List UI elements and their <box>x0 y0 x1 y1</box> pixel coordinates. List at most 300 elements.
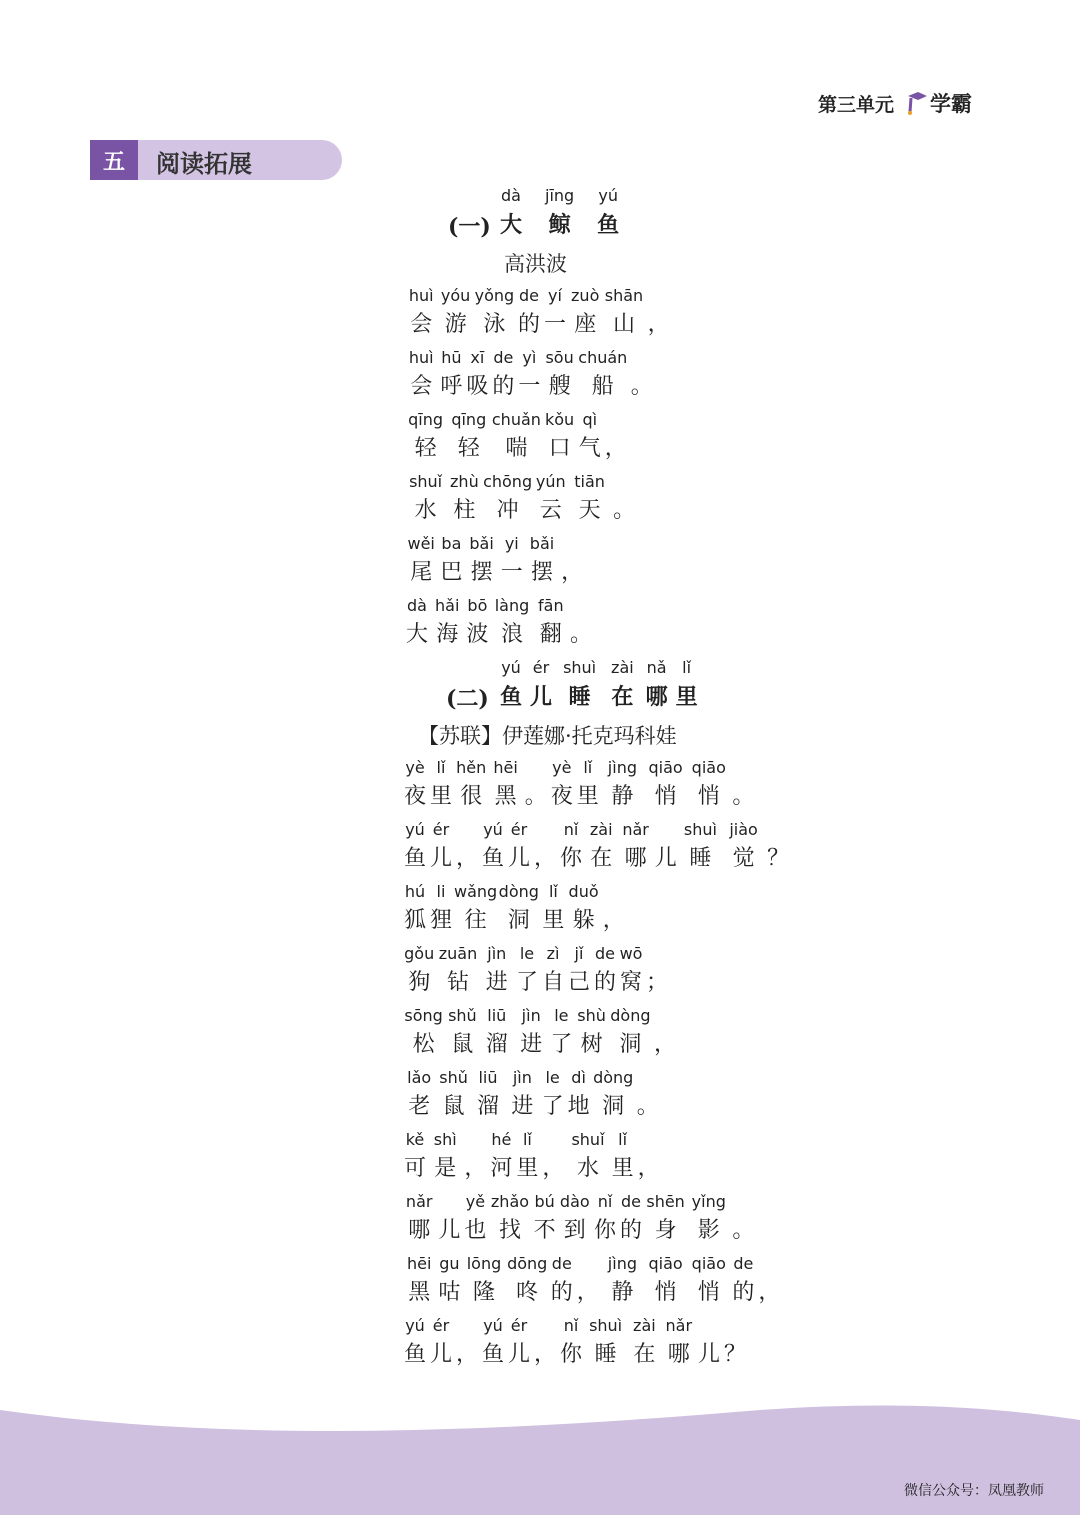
hanzi: 喘 <box>505 436 528 461</box>
hanzi: 身 <box>654 1218 677 1243</box>
pinyin: shuì <box>563 658 597 677</box>
hanzi: 泳 <box>483 312 506 337</box>
hanzi: 的 <box>550 1280 573 1305</box>
hanzi: 云 <box>539 498 562 523</box>
hanzi: 口 <box>548 436 571 461</box>
poem1-line-2-1 <box>447 410 490 466</box>
poem2-line-5-4 <box>540 1068 566 1124</box>
poem2-line-5-3 <box>505 1068 539 1124</box>
poem2-title-prefix: (二) <box>446 686 489 712</box>
hanzi: 儿 <box>529 684 552 710</box>
pinyin: duǒ <box>568 882 599 901</box>
pinyin: qīng <box>408 410 444 429</box>
hanzi: 找 <box>498 1218 521 1243</box>
hanzi: 鼠 <box>442 1094 465 1119</box>
hanzi: 儿 <box>697 1342 720 1367</box>
poem1-line-2-2 <box>490 410 542 466</box>
poem1-line-1-7 <box>629 348 655 404</box>
poem2-line-4-0 <box>402 1006 445 1062</box>
pinyin: yú <box>483 1316 503 1335</box>
pinyin: qì <box>582 410 598 429</box>
hanzi: 咚 <box>516 1280 539 1305</box>
pinyin: sōng <box>404 1006 443 1025</box>
poem1-title-char-2 <box>595 186 621 242</box>
pinyin: ér <box>532 658 550 677</box>
hanzi: 进 <box>511 1094 534 1119</box>
poem2-line-4-4 <box>548 1006 574 1062</box>
pinyin: qiāo <box>648 1254 683 1273</box>
hanzi: 悄 <box>697 1280 720 1305</box>
poem1-line-1-2 <box>464 348 490 404</box>
pinyin: jǐ <box>574 944 584 963</box>
pinyin: lǐ <box>548 882 558 901</box>
hanzi: ， <box>455 846 478 871</box>
hanzi: 洞 <box>602 1094 625 1119</box>
poem2-line-5-6 <box>592 1068 635 1124</box>
hanzi: 隆 <box>472 1280 495 1305</box>
poem2-line-7-5 <box>558 1192 592 1248</box>
poem2-line-3-7 <box>618 944 644 1000</box>
hanzi: 鱼 <box>403 846 426 871</box>
poem2-line-3-2 <box>480 944 514 1000</box>
hanzi: 了 <box>550 1032 573 1057</box>
poem1-author: 高洪波 <box>504 252 567 276</box>
poem2-title-char-1 <box>528 658 554 714</box>
poem2-line-1-8 <box>618 820 652 876</box>
pinyin: shǔ <box>439 1068 468 1087</box>
hanzi: 洞 <box>619 1032 642 1057</box>
pinyin: qiāo <box>691 1254 726 1273</box>
hanzi: 一 <box>518 374 541 399</box>
hanzi: ， <box>758 1280 781 1305</box>
poem2-line-7-1 <box>436 1192 462 1248</box>
poem2-line-6-1 <box>428 1130 462 1186</box>
pinyin: huì <box>408 348 434 367</box>
hanzi: 里 <box>675 684 698 710</box>
poem2-line-5-1 <box>436 1068 470 1124</box>
hanzi: 黑 <box>408 1280 431 1305</box>
poem2-line-8-6 <box>601 1254 644 1310</box>
poem2-line-2-0 <box>402 882 428 938</box>
poem2-line-4-2 <box>480 1006 514 1062</box>
logo-text: 学霸 <box>930 92 973 116</box>
hanzi: ， <box>653 1032 676 1057</box>
poem2-line-8-2 <box>462 1254 505 1310</box>
pinyin: li <box>436 882 446 901</box>
pinyin: jìn <box>512 1068 532 1087</box>
hanzi: 也 <box>464 1218 487 1243</box>
pinyin: le <box>519 944 535 963</box>
poem2-line-1-5 <box>532 820 558 876</box>
hanzi: 咕 <box>438 1280 461 1305</box>
poem2-line-9-3 <box>480 1316 506 1372</box>
poem2-line-7-4 <box>532 1192 558 1248</box>
pinyin: qiāo <box>648 758 683 777</box>
poem1-line-4-5 <box>559 534 585 590</box>
hanzi: 的 <box>492 374 515 399</box>
pinyin: shuǐ <box>409 472 443 491</box>
poem2-title-char-2 <box>558 658 601 714</box>
hanzi: 了 <box>541 1094 564 1119</box>
pinyin: lǐ <box>618 1130 628 1149</box>
hanzi: 的 <box>732 1280 755 1305</box>
poem2-line-5-0 <box>402 1068 436 1124</box>
pinyin: hé <box>491 1130 512 1149</box>
pinyin: lǐ <box>583 758 593 777</box>
pinyin: liū <box>478 1068 498 1087</box>
hanzi: 进 <box>520 1032 543 1057</box>
poem2-line-8-9 <box>730 1254 756 1310</box>
hanzi: 躲 <box>572 908 595 933</box>
hanzi: 钻 <box>446 970 469 995</box>
hanzi: 冲 <box>496 498 519 523</box>
poem1-line-0-5 <box>568 286 602 342</box>
poem2-line-7-10 <box>730 1192 756 1248</box>
pinyin: lōng <box>466 1254 502 1273</box>
poem1-line-1-1 <box>438 348 464 404</box>
footer-text: 微信公众号：凤凰教师 <box>904 1483 1044 1499</box>
pinyin: nǎr <box>405 1192 433 1211</box>
pinyin: shuì <box>683 820 717 839</box>
pinyin: hěn <box>456 758 487 777</box>
pinyin: dòng <box>498 882 539 901</box>
pinyin: jiào <box>729 820 758 839</box>
hanzi: 天 <box>578 498 601 523</box>
poem1-line-2-3 <box>542 410 576 466</box>
poem2-line-6-2 <box>462 1130 488 1186</box>
poem2-line-5-2 <box>471 1068 505 1124</box>
pinyin: gu <box>439 1254 460 1273</box>
poem2-line-7-8 <box>644 1192 687 1248</box>
pinyin: lǎo <box>407 1068 432 1087</box>
poem1-line-5-5 <box>568 596 594 652</box>
hanzi: ， <box>647 312 670 337</box>
hanzi: ， <box>533 1342 556 1367</box>
hanzi: 的 <box>593 970 616 995</box>
hanzi: ， <box>604 436 627 461</box>
pinyin: bǎi <box>529 534 555 553</box>
poem2-line-0-3 <box>488 758 522 814</box>
pinyin: dōng <box>507 1254 548 1273</box>
pinyin: zài <box>611 658 634 677</box>
poem2-line-3-8 <box>644 944 670 1000</box>
pinyin: de <box>733 1254 754 1273</box>
poem1-line-1-0 <box>404 348 438 404</box>
poem2-line-9-1 <box>428 1316 454 1372</box>
pinyin: xī <box>470 348 485 367</box>
poem2-line-9-6 <box>558 1316 584 1372</box>
poem2-line-3-3 <box>514 944 540 1000</box>
hanzi: 河 <box>490 1156 513 1181</box>
section-number: 五 <box>90 140 138 180</box>
hanzi: 哪 <box>624 846 647 871</box>
poem2-line-8-1 <box>436 1254 462 1310</box>
hanzi: 鱼 <box>403 1342 426 1367</box>
poem2-line-0-5 <box>549 758 575 814</box>
poem1-line-5-0 <box>404 596 430 652</box>
poem1-line-1-4 <box>516 348 542 404</box>
hanzi: 里 <box>542 908 565 933</box>
hanzi: 窝 <box>619 970 642 995</box>
poem1-line-4-4 <box>525 534 559 590</box>
poem1-line-5-4 <box>534 596 568 652</box>
poem1-line-4-2 <box>464 534 498 590</box>
poem1-line-3-5 <box>611 472 637 528</box>
pinyin: nǎr <box>622 820 649 839</box>
poem2-line-1-1 <box>428 820 454 876</box>
poem1-line-5-1 <box>430 596 464 652</box>
pinyin: yǒng <box>474 286 515 305</box>
graduation-cap-icon <box>906 90 928 116</box>
hanzi: 摆 <box>530 560 553 585</box>
hanzi: 洞 <box>507 908 530 933</box>
hanzi: 是 <box>434 1156 457 1181</box>
hanzi: 睡 <box>568 684 591 710</box>
hanzi: 往 <box>464 908 487 933</box>
hanzi: 了 <box>515 970 538 995</box>
poem2-line-1-2 <box>454 820 480 876</box>
pinyin: hú <box>404 882 426 901</box>
hanzi: 到 <box>563 1218 586 1243</box>
hanzi: 。 <box>732 1218 755 1243</box>
poem2-line-0-7 <box>601 758 644 814</box>
poem2-line-6-7 <box>610 1130 636 1186</box>
poem2-line-9-5 <box>532 1316 558 1372</box>
pinyin: ér <box>432 1316 450 1335</box>
pinyin: shì <box>433 1130 457 1149</box>
hanzi: 艘 <box>548 374 571 399</box>
pinyin: tiān <box>574 472 605 491</box>
pinyin: jīng <box>545 186 575 205</box>
hanzi: 狸 <box>429 908 452 933</box>
hanzi: ， <box>561 560 584 585</box>
poem1-line-3-3 <box>534 472 568 528</box>
poem2-line-2-5 <box>566 882 600 938</box>
hanzi: 鱼 <box>597 212 620 238</box>
pinyin: shān <box>604 286 644 305</box>
hanzi: 溜 <box>476 1094 499 1119</box>
pinyin: shēn <box>646 1192 685 1211</box>
hanzi: 不 <box>533 1218 556 1243</box>
pinyin: yú <box>598 186 618 205</box>
unit-label: 第三单元 <box>818 93 895 116</box>
pinyin: nǎ <box>646 658 667 677</box>
poem2-line-1-7 <box>584 820 618 876</box>
poem2-line-8-0 <box>402 1254 436 1310</box>
poem2-line-0-2 <box>454 758 488 814</box>
hanzi: 很 <box>460 784 483 809</box>
hanzi: 座 <box>574 312 597 337</box>
pinyin: de <box>621 1192 641 1211</box>
poem2-line-1-10 <box>679 820 722 876</box>
hanzi: 轻 <box>414 436 437 461</box>
hanzi: 。 <box>732 784 755 809</box>
poem2-line-2-1 <box>428 882 454 938</box>
hanzi: 进 <box>485 970 508 995</box>
poem2-title-char-5 <box>674 658 700 714</box>
pinyin: lǐ <box>522 1130 532 1149</box>
pinyin: ér <box>432 820 450 839</box>
pinyin: zuò <box>571 286 600 305</box>
poem1-line-2-4 <box>577 410 603 466</box>
pinyin: de <box>551 1254 572 1273</box>
poem2-line-6-8 <box>636 1130 662 1186</box>
hanzi: 一 <box>543 312 566 337</box>
pinyin: hū <box>441 348 462 367</box>
poem1-line-0-2 <box>473 286 516 342</box>
hanzi: 轻 <box>457 436 480 461</box>
hanzi: 。 <box>613 498 636 523</box>
poem1-title-char-0 <box>498 186 524 242</box>
poem2-line-9-8 <box>627 1316 661 1372</box>
hanzi: ， <box>602 908 625 933</box>
hanzi: 船 <box>591 374 614 399</box>
hanzi: 地 <box>567 1094 590 1119</box>
poem2-line-6-3 <box>488 1130 514 1186</box>
poem2-line-1-12 <box>765 820 791 876</box>
pinyin: yí <box>548 286 562 305</box>
pinyin: chōng <box>483 472 533 491</box>
hanzi: 儿 <box>429 1342 452 1367</box>
pinyin: hǎi <box>435 596 460 615</box>
pinyin: de <box>595 944 615 963</box>
hanzi: 自 <box>541 970 564 995</box>
pinyin: fān <box>538 596 564 615</box>
poem2-line-8-7 <box>644 1254 687 1310</box>
poem2-title-char-3 <box>605 658 639 714</box>
pinyin: gǒu <box>404 944 435 963</box>
hanzi: 里 <box>429 784 452 809</box>
poem2-line-2-4 <box>540 882 566 938</box>
hanzi: ， <box>637 1156 660 1181</box>
pinyin: nǐ <box>563 820 579 839</box>
pinyin: yǐng <box>691 1192 726 1211</box>
hanzi: 鱼 <box>481 1342 504 1367</box>
hanzi: 波 <box>466 622 489 647</box>
poem1-line-3-4 <box>568 472 611 528</box>
poem2-line-4-7 <box>652 1006 678 1062</box>
hanzi: ？ <box>723 1342 746 1367</box>
poem2-line-3-0 <box>402 944 436 1000</box>
poem1-line-1-6 <box>577 348 629 404</box>
pinyin: shuǐ <box>571 1130 605 1149</box>
poem2-line-3-4 <box>540 944 566 1000</box>
pinyin: hēi <box>406 1254 432 1273</box>
poem2-line-9-0 <box>402 1316 428 1372</box>
pinyin: liū <box>487 1006 507 1025</box>
pinyin: lǐ <box>682 658 692 677</box>
pinyin: zài <box>633 1316 656 1335</box>
poem2-line-9-2 <box>454 1316 480 1372</box>
pinyin: shù <box>577 1006 606 1025</box>
hanzi: 悄 <box>654 784 677 809</box>
pinyin: yì <box>522 348 537 367</box>
poem1-line-0-7 <box>646 286 672 342</box>
pinyin: bō <box>467 596 488 615</box>
pinyin: jìng <box>607 758 637 777</box>
pinyin: zuān <box>438 944 478 963</box>
pinyin: qīng <box>451 410 487 429</box>
poem1-line-4-3 <box>499 534 525 590</box>
hanzi: 己 <box>567 970 590 995</box>
pinyin: dào <box>559 1192 590 1211</box>
pinyin: de <box>519 286 539 305</box>
poem1-line-2-0 <box>404 410 447 466</box>
logo <box>906 88 972 118</box>
hanzi: 儿 <box>429 846 452 871</box>
hanzi: 。 <box>636 1094 659 1119</box>
poem2-line-4-6 <box>609 1006 652 1062</box>
poem2-line-7-6 <box>592 1192 618 1248</box>
pinyin: le <box>545 1068 560 1087</box>
poem2-title-char-0 <box>498 658 524 714</box>
poem1-line-0-4 <box>542 286 568 342</box>
hanzi: 。 <box>630 374 653 399</box>
hanzi: 儿 <box>507 1342 530 1367</box>
pinyin: dòng <box>610 1006 651 1025</box>
poem2-line-2-6 <box>601 882 627 938</box>
pinyin: ér <box>510 820 528 839</box>
pinyin: làng <box>494 596 530 615</box>
poem2-line-8-3 <box>506 1254 549 1310</box>
pinyin: sōu <box>545 348 574 367</box>
poem1-line-1-5 <box>542 348 576 404</box>
poem2-line-5-7 <box>635 1068 661 1124</box>
poem2-author: 【苏联】伊莲娜·托克玛科娃 <box>418 724 677 748</box>
poem2-line-0-0 <box>402 758 428 814</box>
pinyin: zhǎo <box>490 1192 530 1211</box>
pinyin: wō <box>619 944 643 963</box>
page-header <box>818 88 972 118</box>
hanzi: 的 <box>619 1218 642 1243</box>
poem2-line-0-1 <box>428 758 454 814</box>
hanzi: 里 <box>611 1156 634 1181</box>
hanzi: 在 <box>633 1342 656 1367</box>
hanzi: 大 <box>405 622 428 647</box>
poem2-line-0-6 <box>575 758 601 814</box>
poem2-line-8-10 <box>756 1254 782 1310</box>
hanzi: 的 <box>517 312 540 337</box>
poem2-line-1-4 <box>506 820 532 876</box>
pinyin: yè <box>552 758 572 777</box>
hanzi: 黑 <box>494 784 517 809</box>
pinyin: yè <box>405 758 425 777</box>
pinyin: ba <box>441 534 462 553</box>
hanzi: 摆 <box>470 560 493 585</box>
poem2-line-9-10 <box>696 1316 722 1372</box>
poem1-line-3-2 <box>482 472 534 528</box>
hanzi: 。 <box>524 784 547 809</box>
hanzi: 。 <box>569 622 592 647</box>
hanzi: ； <box>645 970 668 995</box>
hanzi: 会 <box>410 312 433 337</box>
poem1-line-4-1 <box>438 534 464 590</box>
hanzi: 里 <box>576 784 599 809</box>
poem2-line-9-9 <box>662 1316 696 1372</box>
hanzi: 会 <box>410 374 433 399</box>
hanzi: 尾 <box>410 560 433 585</box>
hanzi: 哪 <box>408 1218 431 1243</box>
poem2-line-3-1 <box>436 944 479 1000</box>
pinyin: kě <box>405 1130 425 1149</box>
pinyin: huì <box>408 286 434 305</box>
hanzi: 静 <box>611 1280 634 1305</box>
pinyin: shuì <box>589 1316 623 1335</box>
poem1-line-3-0 <box>404 472 447 528</box>
hanzi: 你 <box>559 846 582 871</box>
poem2-line-1-11 <box>722 820 765 876</box>
pinyin: dà <box>407 596 427 615</box>
